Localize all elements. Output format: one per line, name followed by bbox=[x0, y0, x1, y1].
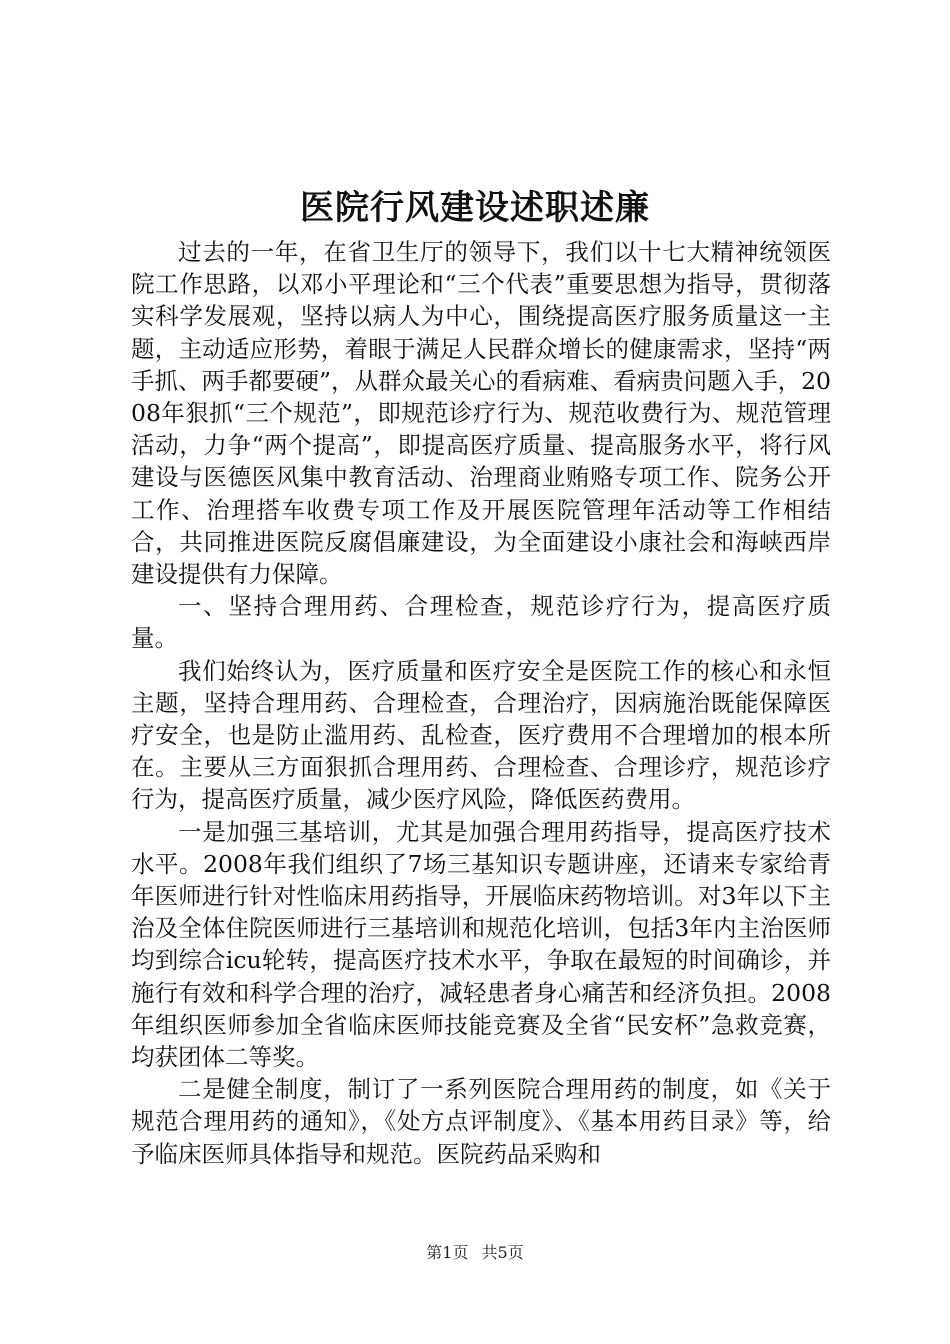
paragraph-regulations: 二是健全制度，制订了一系列医院合理用药的制度，如《关于规范合理用药的通知》，《处方点评制度》、《基本用药目录》等，给予临床医师具体指导和规范。医院药品采购和 bbox=[131, 1075, 831, 1168]
page-footer bbox=[0, 1243, 950, 1263]
paragraph-quality: 我们始终认为，医疗质量和医疗安全是医院工作的核心和永恒主题，坚持合理用药、合理检查，合理治疗，因病施治既能保障医疗安全，也是防止滥用药、乱检查，医疗费用不合理增加的根本所在。主要从三方面狠抓合理用药、合理检查、合理诊疗，规范诊疗行为，提高医疗质量，减少医疗风险，降低医药费用。 bbox=[131, 656, 831, 814]
paragraph-section-heading: 一、坚持合理用药、合理检查，规范诊疗行为，提高医疗质量。 bbox=[131, 592, 831, 653]
page-total: 共5页 bbox=[481, 1243, 524, 1262]
page-number: 第1页 bbox=[426, 1243, 469, 1262]
paragraph-intro: 过去的一年，在省卫生厅的领导下，我们以十七大精神统领医院工作思路，以邓小平理论和“三个代表”重要思想为指导，贯彻落实科学发展观，坚持以病人为中心，围绕提高医疗服务质量这一主题，主动适应形势，着眼于满足人民群众增长的健康需求，坚持“两手抓、两手都要硬”，从群众最关心的看病难、看病贵问题入手，2008年狠抓“三个规范”，即规范诊疗行为、规范收费行为、规范管理活动，力争“两个提高”，即提高医疗质量、提高服务水平，将行风建设与医德医风集中教育活动、治理商业贿赂专项工作、院务公开工作、治理搭车收费专项工作及开展医院管理年活动等工作相结合，共同推进医院反腐倡廉建设，为全面建设小康社会和海峡西岸建设提供有力保障。 bbox=[131, 238, 831, 589]
paragraph-training: 一是加强三基培训，尤其是加强合理用药指导，提高医疗技术水平。2008年我们组织了7场三基知识专题讲座，还请来专家给青年医师进行针对性临床用药指导，开展临床药物培训。对3年以下主治及全体住院医师进行三基培训和规范化培训，包括3年内主治医师均到综合icu轮转，提高医疗技术水平，争取在最短的时间确诊，并施行有效和科学合理的治疗，减轻患者身心痛苦和经济负担。2008年组织医师参加全省临床医师技能竞赛及全省“民安杯”急救竞赛，均获团体二等奖。 bbox=[131, 817, 831, 1072]
document-body bbox=[131, 236, 831, 1170]
document-title: 医院行风建设述职述廉 bbox=[300, 188, 650, 228]
